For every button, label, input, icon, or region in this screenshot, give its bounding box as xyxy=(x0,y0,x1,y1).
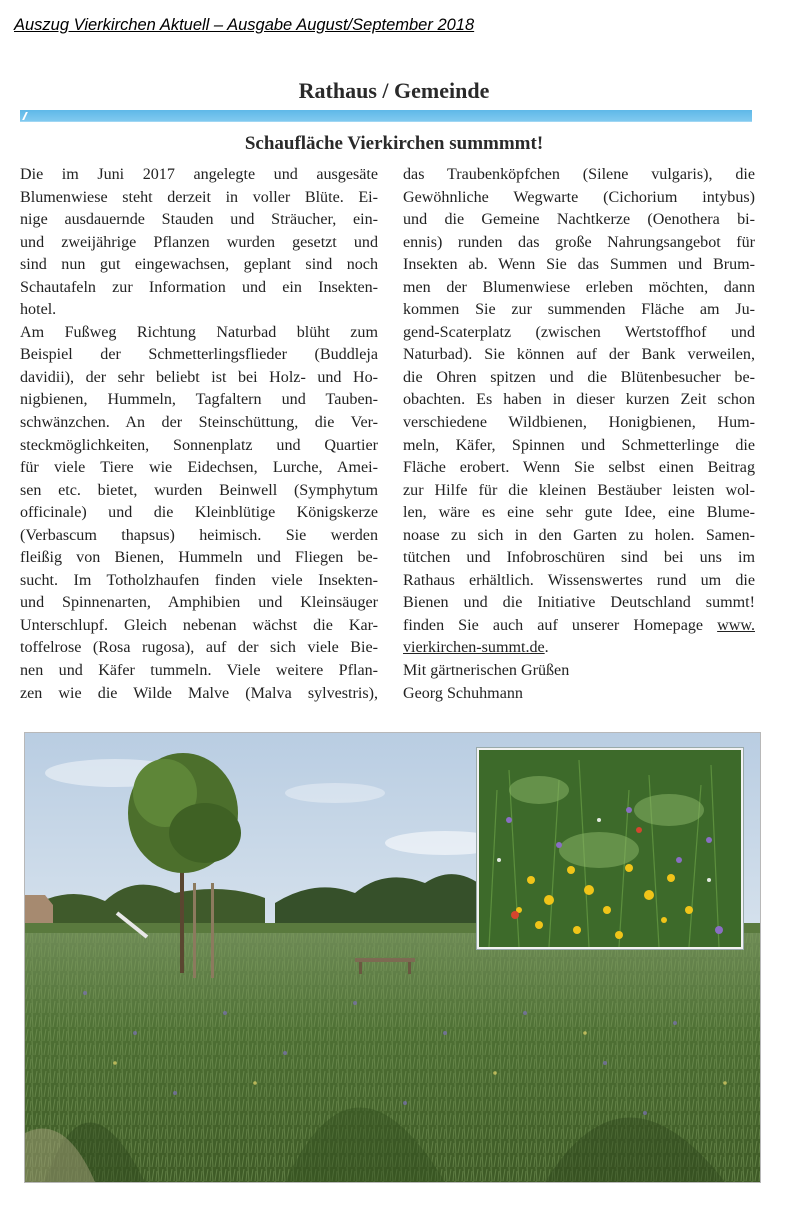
text-line: tütchen und Infobroschüren sind bei uns im xyxy=(403,549,755,567)
text-line: und die Gemeine Nachtkerze (Oenothera bi- xyxy=(403,211,755,229)
text-line: noase zu sich in den Garten zu holen. Samen- xyxy=(403,526,755,544)
text-line: Am Fußweg Richtung Naturbad blüht zum xyxy=(20,323,378,341)
text-line: steckmöglichkeiten, Sonnenplatz und Quartier xyxy=(20,436,378,454)
flower-closeup-graphic xyxy=(479,750,741,947)
source-header: Auszug Vierkirchen Aktuell – Ausgabe August/September 2018 xyxy=(14,16,475,34)
text-line: sucht. Im Totholzhaufen finden viele Insekten- xyxy=(20,571,378,589)
text-line: len, wäre es eine sehr gute Idee, eine Blume- xyxy=(403,504,755,522)
text-line: Gewöhnliche Wegwarte (Cichorium intybus) xyxy=(403,188,755,206)
text-line: Naturbad). Sie können auf der Bank verweilen, xyxy=(403,346,755,364)
section-band xyxy=(20,110,752,122)
text-line: Rathaus erhältlich. Wissenswertes rund um die xyxy=(403,571,755,589)
text-line: Schautafeln zur Information und ein Insekten- xyxy=(20,278,378,296)
text-span: finden Sie auch auf unserer Homepage xyxy=(403,616,704,634)
text-line: und Spinnenarten, Amphibien und Kleinsäuger xyxy=(20,594,378,612)
text-line: men der Blumenwiese erleben möchten, dann xyxy=(403,278,755,296)
article-column-2 xyxy=(403,164,755,705)
homepage-link-part1[interactable]: www. xyxy=(717,616,755,634)
text-line: zur Hilfe für die kleinen Bestäuber leisten wol- xyxy=(403,481,755,499)
flower-closeup-inset xyxy=(477,748,743,949)
text-line: sen etc. bietet, wurden Beinwell (Symphytum xyxy=(20,481,378,499)
text-line: nigbienen, Hummeln, Tagfaltern und Tauben- xyxy=(20,391,378,409)
text-line: obachten. Es haben in dieser kurzen Zeit schon xyxy=(403,391,755,409)
homepage-line xyxy=(403,615,755,638)
text-line: nen und Käfer tummeln. Viele weitere Pflan- xyxy=(20,662,378,680)
article-column-1 xyxy=(20,164,378,705)
text-line: Unterschlupf. Gleich nebenan wächst die Kar- xyxy=(20,616,378,634)
article-headline: Schaufläche Vierkirchen summmmt! xyxy=(244,133,544,154)
homepage-line-2 xyxy=(403,637,755,660)
text-line: Insekten ab. Wenn Sie das Summen und Brum- xyxy=(403,256,755,274)
text-line: gend-Scaterplatz (zwischen Wertstoffhof und xyxy=(403,323,755,341)
text-line: (Verbascum thapsus) heimisch. Sie werden xyxy=(20,526,378,544)
text-line: toffelrose (Rosa rugosa), auf der sich viele Bie- xyxy=(20,639,378,657)
text-line: zen wie die Wilde Malve (Malva sylvestris), xyxy=(20,684,378,702)
text-line: die Ohren spitzen und die Blütenbesucher be- xyxy=(403,368,755,386)
link-suffix: . xyxy=(544,639,549,657)
text-line: Fläche erobert. Wenn Sie selbst einen Beitrag xyxy=(403,459,755,477)
signature: Georg Schuhmann xyxy=(403,684,523,702)
text-line: Bienen und die Initiative Deutschland summt! xyxy=(403,594,755,612)
text-line: Beispiel der Schmetterlingsflieder (Buddleja xyxy=(20,346,378,364)
text-line: Die im Juni 2017 angelegte und ausgesäte xyxy=(20,166,378,183)
text-line: sind nun gut eingewachsen, geplant sind noch xyxy=(20,256,378,274)
text-line: fleißig von Bienen, Hummeln und Fliegen be- xyxy=(20,549,378,567)
homepage-link-part2[interactable]: vierkirchen-summt.de xyxy=(403,639,545,657)
text-line: für viele Tiere wie Eidechsen, Lurche, Amei- xyxy=(20,459,378,477)
text-line: nige ausdauernde Stauden und Sträucher, ein- xyxy=(20,211,378,229)
closing-line: Mit gärtnerischen Grüßen xyxy=(403,662,570,680)
text-line: meln, Käfer, Spinnen und Schmetterlinge die xyxy=(403,436,755,454)
text-line: Blumenwiese steht derzeit in voller Blüte. Ei- xyxy=(20,188,378,206)
text-line: das Traubenköpfchen (Silene vulgaris), die xyxy=(403,166,755,183)
text-line: ennis) runden das große Nahrungsangebot für xyxy=(403,233,755,251)
text-line: kommen Sie zur summenden Fläche am Ju- xyxy=(403,301,755,319)
text-line: verschiedene Wildbienen, Honigbienen, Hum- xyxy=(403,414,755,432)
section-title: Rathaus / Gemeinde xyxy=(298,78,490,103)
text-line: officinale) und die Kleinblütige Königskerze xyxy=(20,504,378,522)
text-line: davidii), der sehr beliebt ist bei Holz- und Ho- xyxy=(20,368,378,386)
text-line: schwänzchen. An der Steinschüttung, die Ver- xyxy=(20,414,378,432)
text-line: und zweijährige Pflanzen wurden gesetzt und xyxy=(20,233,378,251)
text-line: hotel. xyxy=(20,301,57,319)
